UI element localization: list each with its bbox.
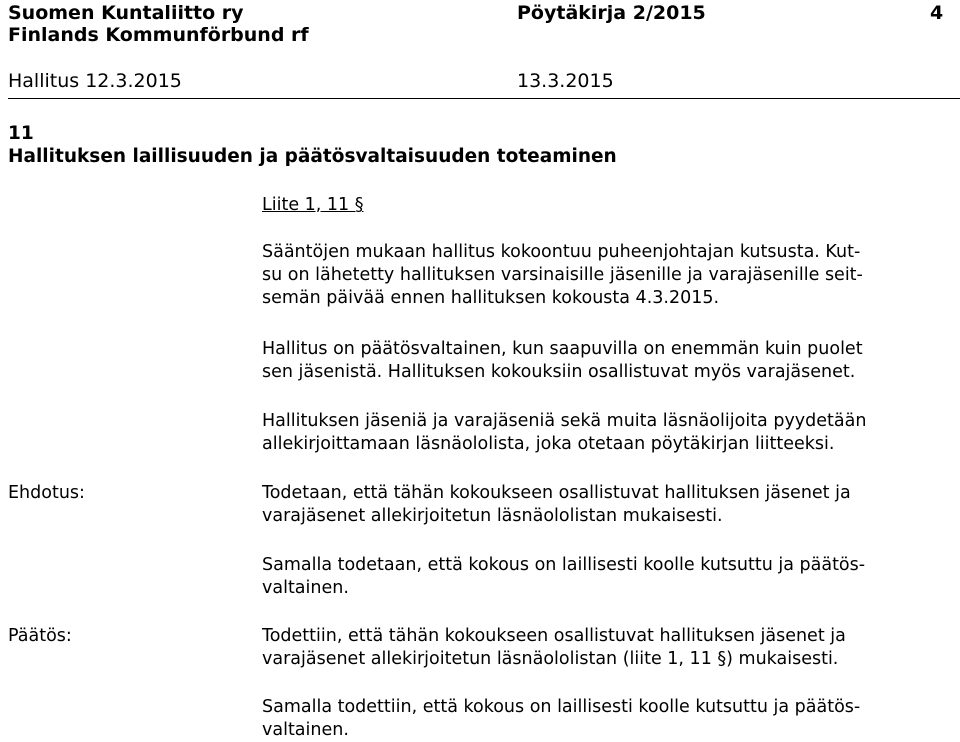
text-line: Hallituksen jäseniä ja varajäseniä sekä muita läsnäolijoita pyydetään <box>262 411 867 431</box>
decision-label: Päätös: <box>8 626 72 646</box>
text-line: Hallitus on päätösvaltainen, kun saapuvilla on enemmän kuin puolet <box>262 339 863 359</box>
text-line: Sääntöjen mukaan hallitus kokoontuu puheenjohtajan kutsusta. Kut- <box>262 242 861 262</box>
text-line: Samalla todettiin, että kokous on laillisesti koolle kutsuttu ja päätös- <box>262 697 861 717</box>
text-line: varajäsenet allekirjoitetun läsnäololistan mukaisesti. <box>262 506 723 526</box>
paragraph-attendance-list <box>262 410 954 456</box>
text-line: semän päivää ennen hallituksen kokousta 4.3.2015. <box>262 288 720 308</box>
proposal-paragraph-1 <box>262 482 954 528</box>
text-line: valtainen. <box>262 720 349 740</box>
header-divider <box>8 98 960 99</box>
page-number: 4 <box>930 2 944 24</box>
proposal-paragraph-2 <box>262 554 954 600</box>
org-name-fi: Suomen Kuntaliitto ry <box>8 2 244 24</box>
document-title: Pöytäkirja 2/2015 <box>517 2 706 24</box>
text-line: Samalla todetaan, että kokous on laillisesti koolle kutsuttu ja päätös- <box>262 555 866 575</box>
text-line: Todetaan, että tähän kokoukseen osallistuvat hallituksen jäsenet ja <box>262 483 851 503</box>
paragraph-quorum <box>262 338 954 384</box>
text-line: allekirjoittamaan läsnäololista, joka otetaan pöytäkirjan liitteeksi. <box>262 434 835 454</box>
text-line: Todettiin, että tähän kokoukseen osallistuvat hallituksen jäsenet ja <box>262 626 846 646</box>
meeting-label: Hallitus 12.3.2015 <box>8 70 182 92</box>
text-line: su on lähetetty hallituksen varsinaisille jäsenille ja varajäsenille seit- <box>262 265 863 285</box>
paragraph-invitation <box>262 241 954 310</box>
attachment-link[interactable]: Liite 1, 11 § <box>262 195 364 215</box>
text-line: valtainen. <box>262 578 349 598</box>
decision-paragraph-1 <box>262 625 954 671</box>
section-number: 11 <box>8 123 34 144</box>
decision-paragraph-2 <box>262 696 954 742</box>
protocol-date: 13.3.2015 <box>517 70 614 92</box>
org-name-sv: Finlands Kommunförbund rf <box>8 24 309 46</box>
proposal-label: Ehdotus: <box>8 483 85 503</box>
section-title: Hallituksen laillisuuden ja päätösvaltaisuuden toteaminen <box>8 146 617 167</box>
text-line: varajäsenet allekirjoitetun läsnäololistan (liite 1, 11 §) mukaisesti. <box>262 649 839 669</box>
text-line: sen jäsenistä. Hallituksen kokouksiin osallistuvat myös varajäsenet. <box>262 362 856 382</box>
